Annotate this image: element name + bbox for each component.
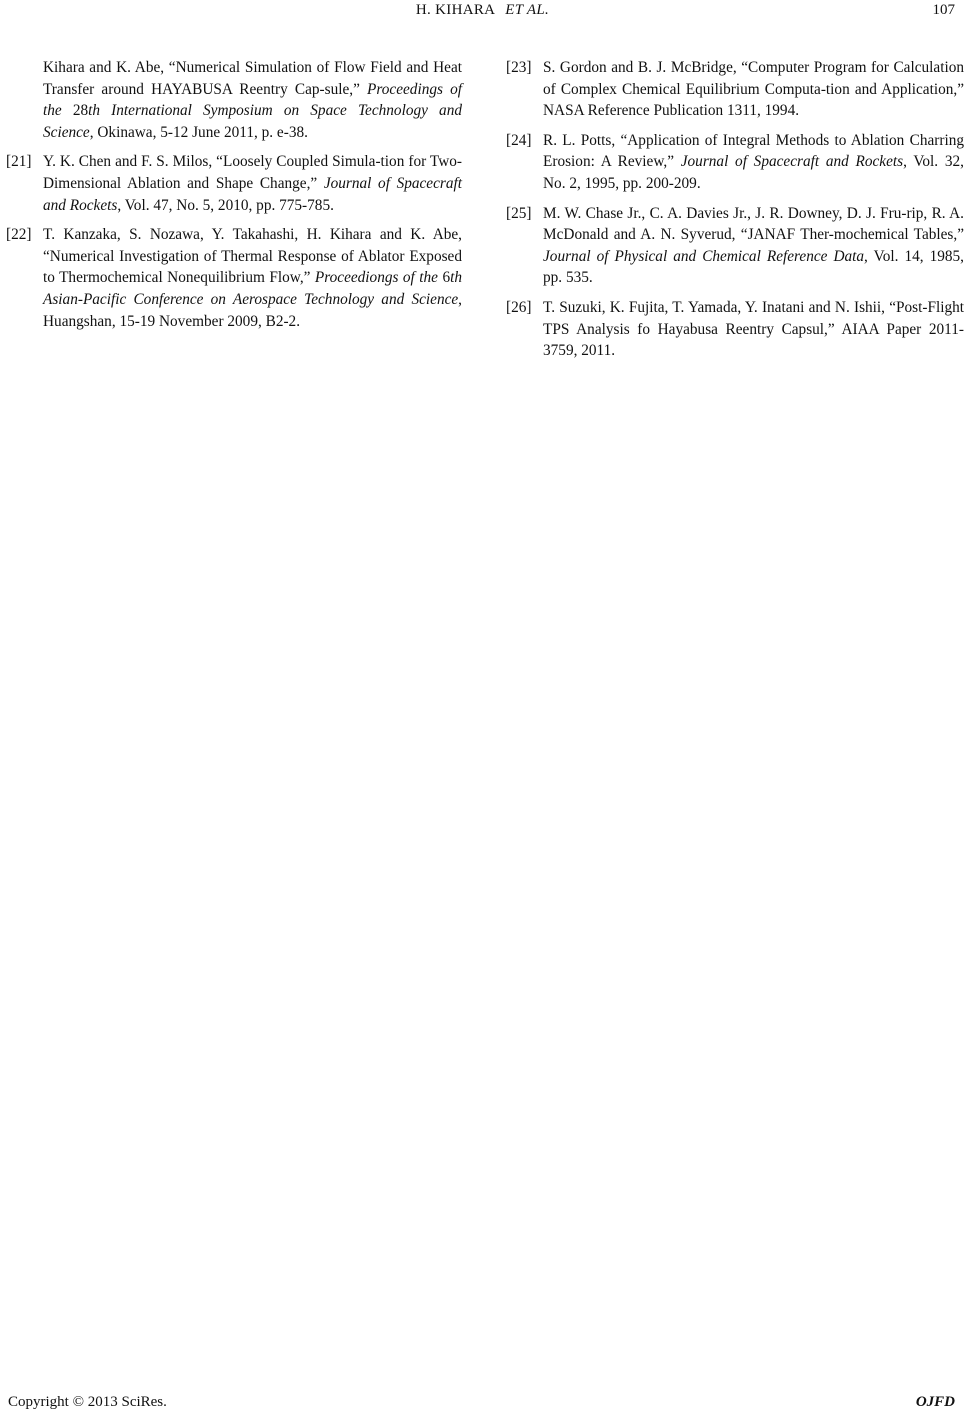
- reference-text-segment: S. Gordon and B. J. McBridge, “Computer Program for Calculation of Complex Chemical Equilibrium Computa-tion and Application,” NASA Reference Publication 1311, 1994.: [543, 59, 964, 120]
- reference-italic-text: Journal of Physical and Chemical Reference Data: [543, 247, 865, 265]
- reference-text-segment: , Huangshan, 15-19 November 2009, B2-2.: [43, 290, 462, 330]
- reference-item: [506, 297, 964, 362]
- copyright-notice: Copyright © 2013 SciRes.: [8, 1394, 167, 1410]
- reference-text: [543, 132, 964, 192]
- reference-item: [506, 130, 964, 195]
- reference-number: [23]: [506, 59, 532, 76]
- reference-text: [543, 299, 964, 359]
- reference-italic-text: Journal of Spacecraft and Rockets: [43, 174, 462, 214]
- reference-number: [22]: [6, 226, 32, 244]
- reference-item: [6, 224, 462, 332]
- reference-text-segment: Y. K. Chen and F. S. Milos, “Loosely Coupled Simula-tion for Two-Dimensional Ablation and Shape Change,”: [43, 153, 462, 192]
- reference-text: [43, 226, 462, 329]
- reference-italic-text: th Asian-Pacific Conference on Aerospace Technology and Science: [43, 269, 462, 308]
- reference-item: [506, 203, 964, 289]
- reference-text: [543, 205, 964, 287]
- journal-abbreviation: OJFD: [915, 1394, 955, 1410]
- reference-text: [43, 59, 462, 141]
- reference-italic-text: Proceedings of the: [43, 80, 463, 120]
- reference-number: [24]: [506, 131, 532, 149]
- reference-italic-text: Proceediongs of the: [314, 269, 443, 287]
- references-right-column: [506, 57, 964, 370]
- running-title: [0, 2, 965, 19]
- reference-text-segment: T. Suzuki, K. Fujita, T. Yamada, Y. Inatani and N. Ishii, “Post-Flight TPS Analysis fo Hayabusa Reentry Capsul,” AIAA Paper 2011-3759, 2011.: [543, 298, 964, 360]
- reference-text-segment: , Vol. 47, No. 5, 2010, pp. 775-785.: [117, 196, 334, 214]
- header-author: H. KIHARA: [415, 2, 496, 18]
- page-header: [0, 2, 965, 24]
- reference-text-segment: T. Kanzaka, S. Nozawa, Y. Takahashi, H. Kihara and K. Abe, “Numerical Investigation of Thermal Response of Ablator Exposed to Thermochemical Nonequilibrium Flow,”: [43, 226, 462, 287]
- reference-text-segment: , Vol. 14, 1985, pp. 535.: [543, 247, 965, 287]
- reference-text: [543, 59, 964, 119]
- reference-number: [21]: [6, 153, 32, 171]
- reference-item: [6, 57, 462, 143]
- references-left-column: [6, 57, 462, 340]
- reference-text-segment: 6: [442, 269, 451, 287]
- reference-text-segment: , Okinawa, 5-12 June 2011, p. e-38.: [89, 123, 308, 141]
- reference-text-segment: Kihara and K. Abe, “Numerical Simulation of Flow Field and Heat Transfer around HAYABUSA Reentry Cap-sule,”: [43, 59, 462, 98]
- reference-number: [26]: [506, 298, 532, 316]
- header-etal: ET AL.: [505, 2, 550, 18]
- reference-item: [6, 151, 462, 216]
- reference-number: [25]: [506, 204, 532, 222]
- reference-text-segment: R. L. Potts, “Application of Integral Methods to Ablation Charring Erosion: A Review,”: [543, 131, 964, 171]
- reference-text-segment: , Vol. 32, No. 2, 1995, pp. 200-209.: [543, 153, 964, 192]
- page-number: 107: [932, 2, 955, 18]
- reference-italic-text: Journal of Spacecraft and Rockets: [680, 153, 904, 171]
- reference-italic-text: th International Symposium on Space Technology and Science: [43, 102, 462, 141]
- reference-text: [43, 153, 462, 213]
- page-footer: [0, 1394, 965, 1414]
- reference-text-segment: M. W. Chase Jr., C. A. Davies Jr., J. R. Downey, D. J. Fru-rip, R. A. McDonald and A. N. Syverud, “JANAF Ther-mochemical Tables,”: [543, 204, 964, 244]
- reference-item: [506, 57, 964, 122]
- reference-text-segment: 28: [72, 102, 89, 120]
